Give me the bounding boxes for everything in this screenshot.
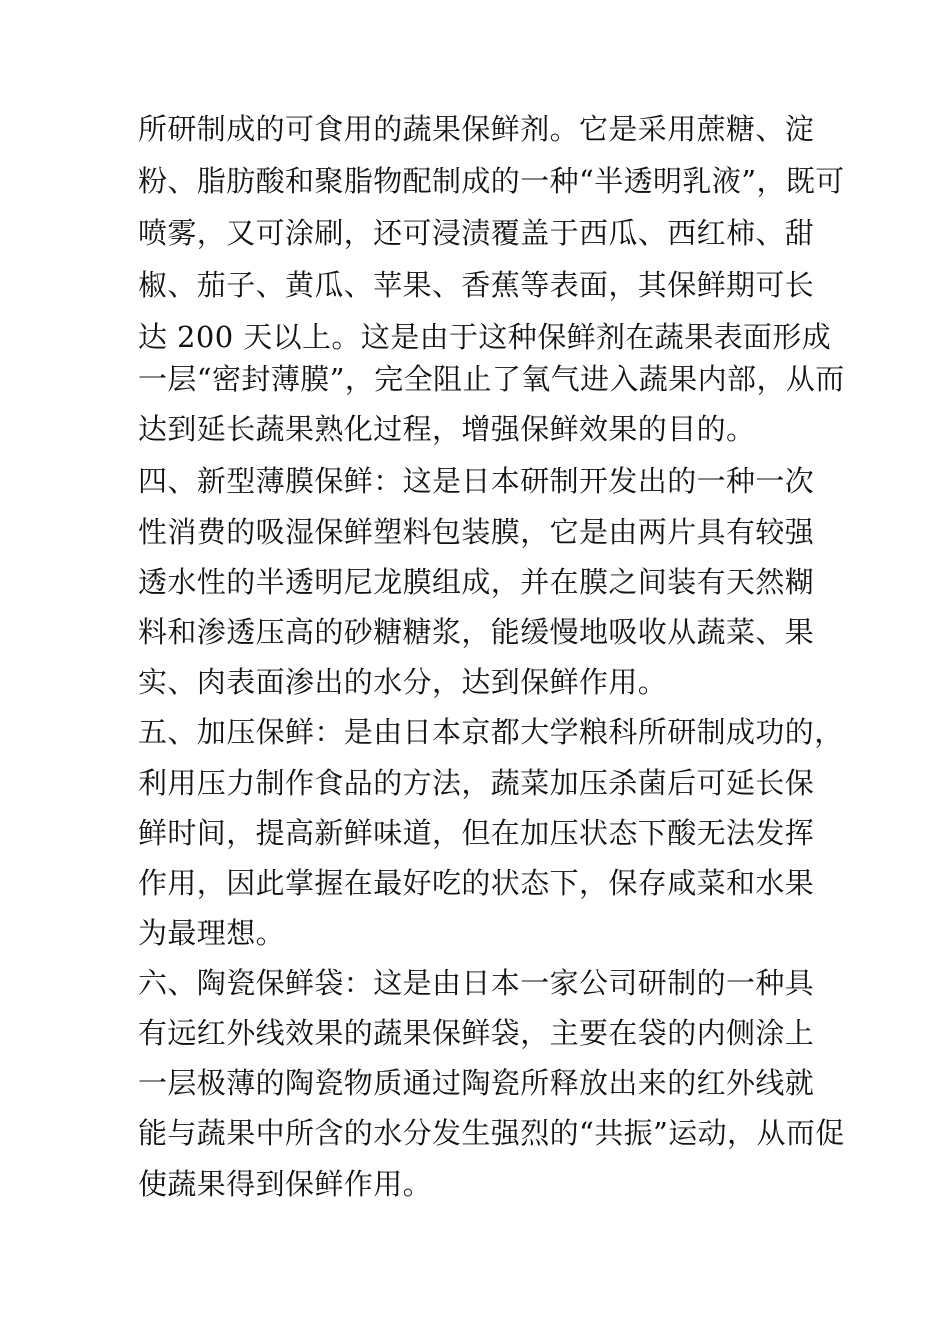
text-line: 一层极薄的陶瓷物质通过陶瓷所释放出来的红外线就: [138, 1066, 815, 1100]
text-line: 作用，因此掌握在最好吃的状态下，保存咸菜和水果: [138, 866, 815, 900]
text-line: 实、肉表面渗出的水分，达到保鲜作用。: [138, 665, 668, 699]
text-line: 五、加压保鲜：是由日本京都大学粮科所研制成功的，: [138, 715, 844, 749]
text-line: 性消费的吸湿保鲜塑料包装膜，它是由两片具有较强: [138, 515, 815, 549]
text-line: 粉、脂肪酸和聚脂物配制成的一种“半透明乳液”，既可: [138, 164, 845, 198]
text-line: 透水性的半透明尼龙膜组成，并在膜之间装有天然糊: [138, 565, 815, 599]
text-line: 能与蔬果中所含的水分发生强烈的“共振”运动，从而促: [138, 1116, 845, 1150]
text-line: 达 200 天以上。这是由于这种保鲜剂在蔬果表面形成: [138, 320, 832, 354]
text-line: 喷雾，又可涂刷，还可浸渍覆盖于西瓜、西红柿、甜: [138, 216, 815, 250]
text-line: 使蔬果得到保鲜作用。: [138, 1167, 433, 1201]
text-line: 有远红外线效果的蔬果保鲜袋，主要在袋的内侧涂上: [138, 1016, 815, 1050]
text-line: 料和渗透压高的砂糖糖浆，能缓慢地吸收从蔬菜、果: [138, 615, 815, 649]
text-line: 椒、茄子、黄瓜、苹果、香蕉等表面，其保鲜期可长: [138, 268, 815, 302]
text-line: 所研制成的可食用的蔬果保鲜剂。它是采用蔗糖、淀: [138, 112, 815, 146]
text-line: 四、新型薄膜保鲜：这是日本研制开发出的一种一次: [138, 464, 815, 498]
text-line: 达到延长蔬果熟化过程，增强保鲜效果的目的。: [138, 412, 756, 446]
text-line: 利用压力制作食品的方法，蔬菜加压杀菌后可延长保: [138, 766, 815, 800]
text-line: 一层“密封薄膜”，完全阻止了氧气进入蔬果内部，从而: [138, 362, 845, 396]
text-line: 六、陶瓷保鲜袋：这是由日本一家公司研制的一种具: [138, 966, 815, 1000]
text-line: 为最理想。: [138, 916, 286, 950]
text-line: 鲜时间，提高新鲜味道，但在加压状态下酸无法发挥: [138, 816, 815, 850]
